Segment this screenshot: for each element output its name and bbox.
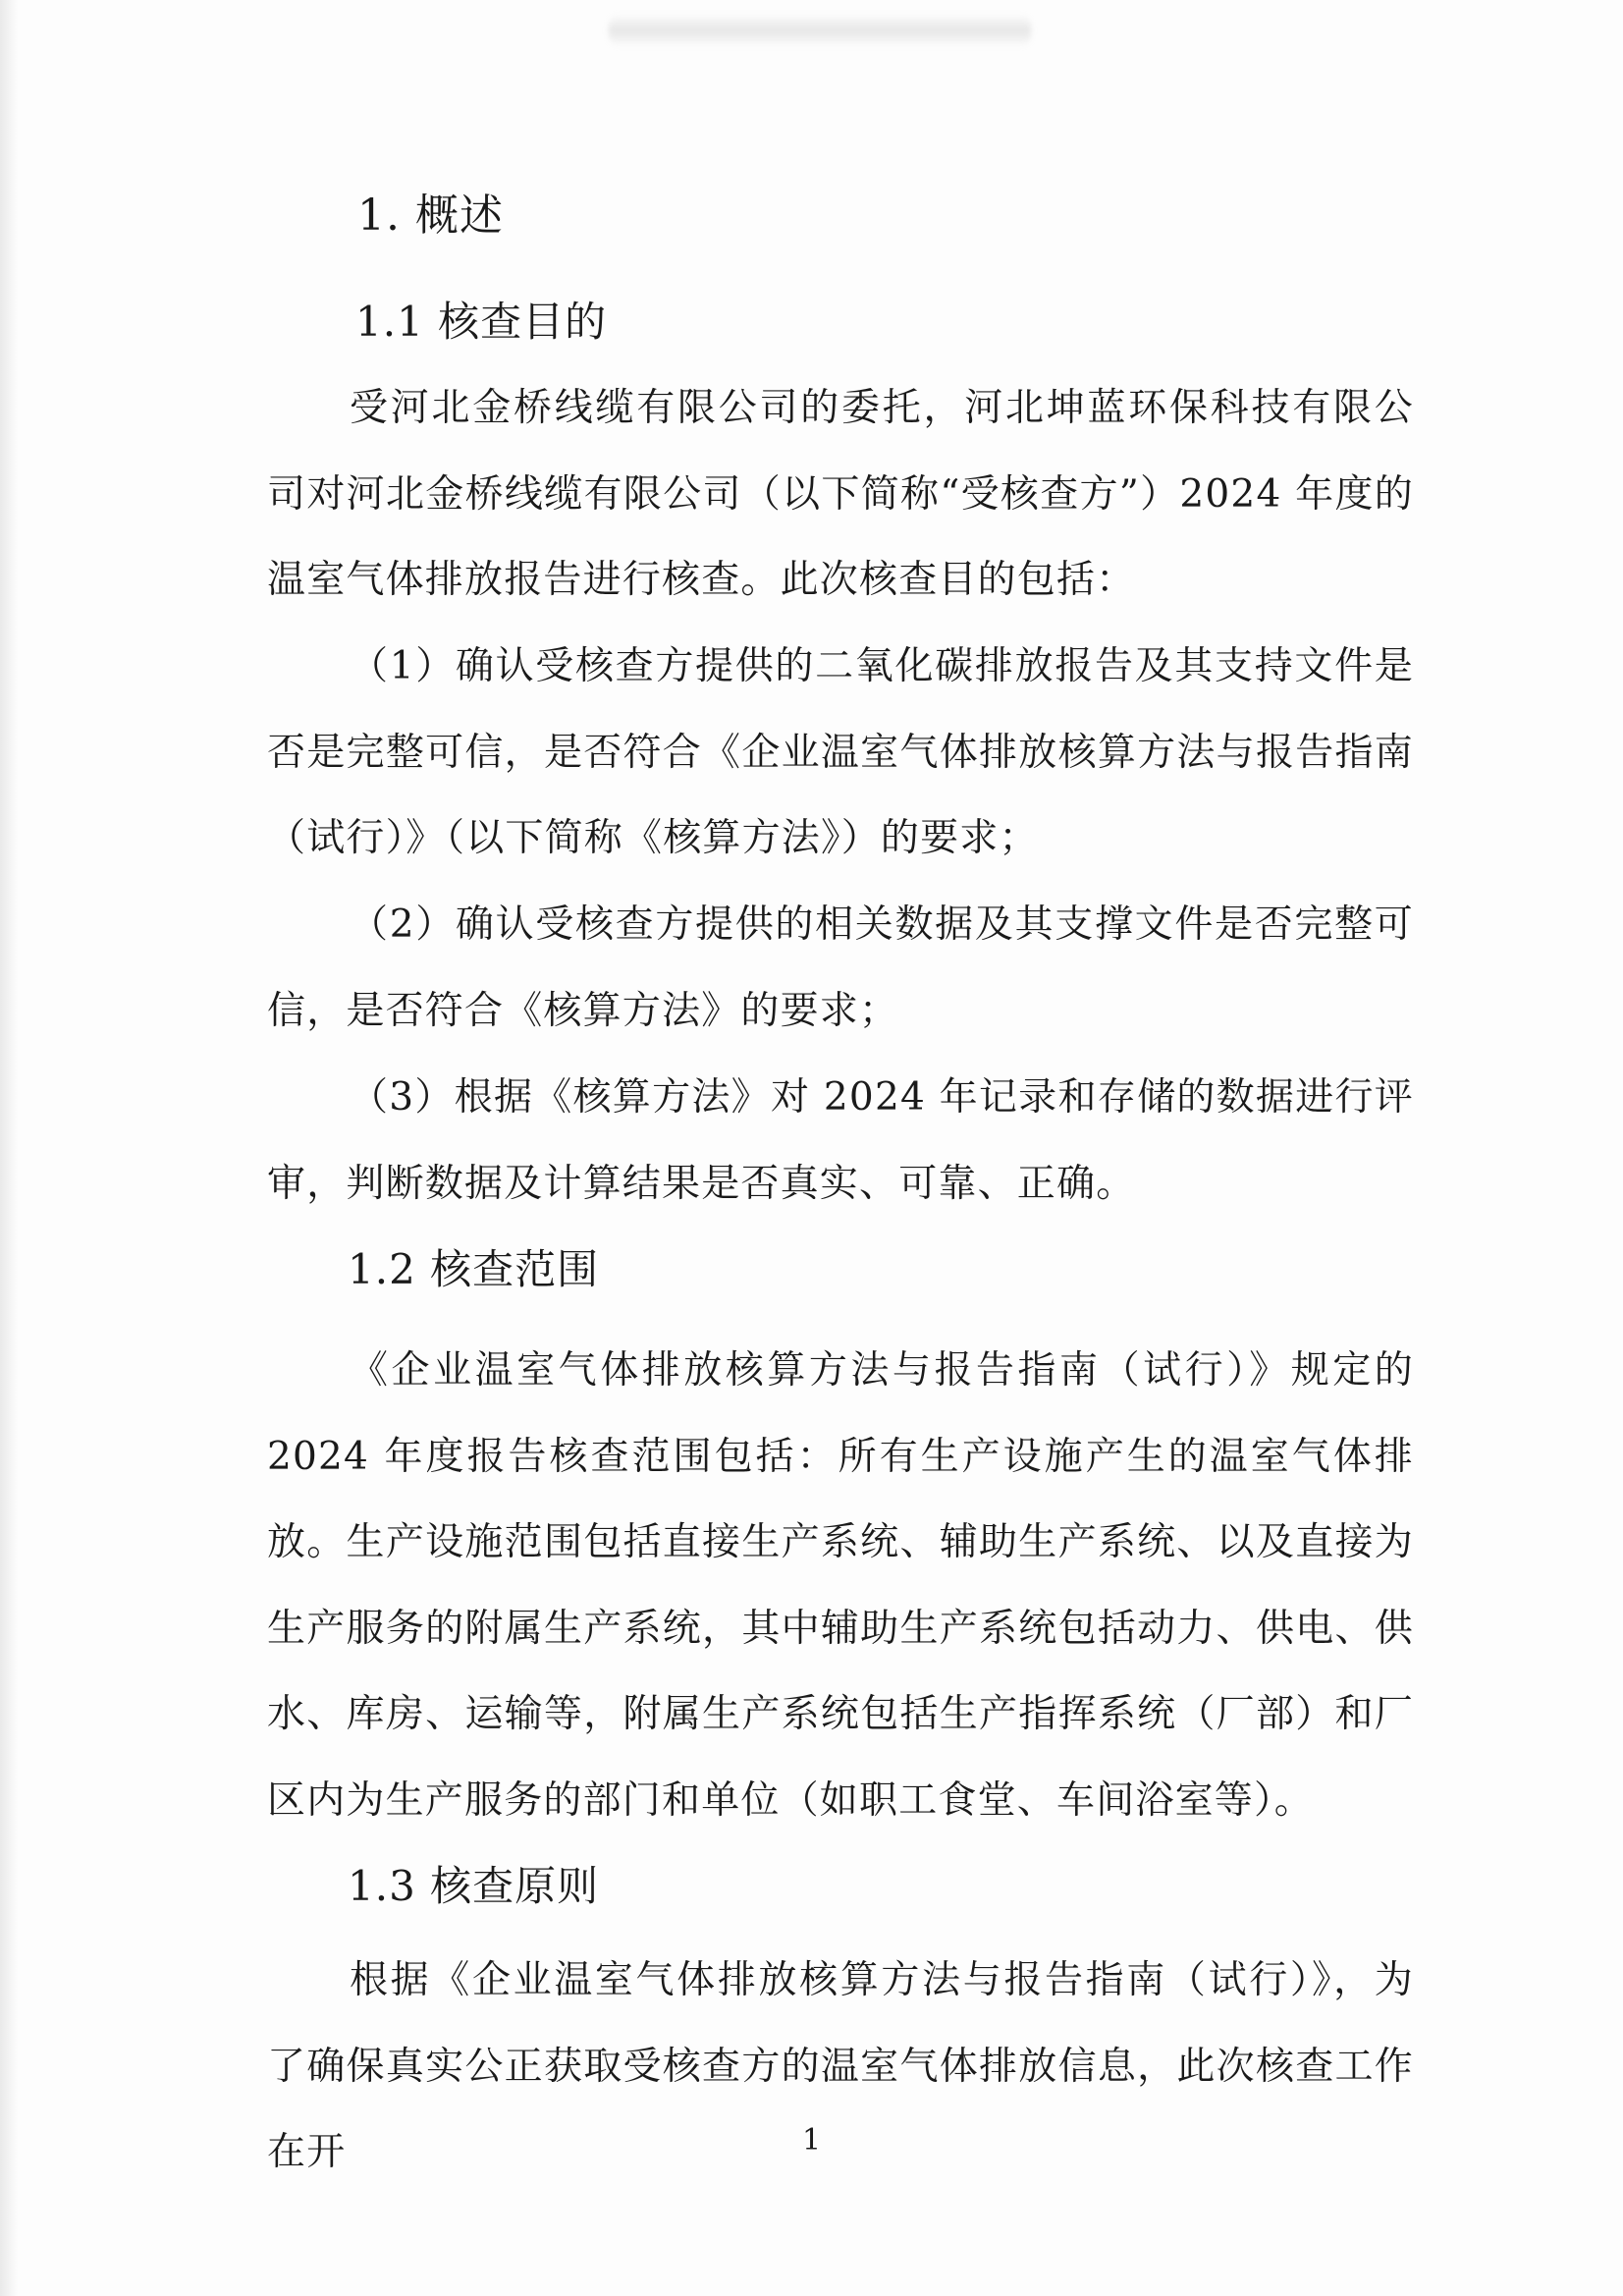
section-1-1-item-1: （1）确认受核查方提供的二氧化碳排放报告及其支持文件是否是完整可信，是否符合《企业温室气体排放核算方法与报告指南（试行）》（以下简称《核算方法》）的要求； bbox=[267, 644, 1414, 860]
section-1-3-body: 根据《企业温室气体排放核算方法与报告指南（试行）》，为了确保真实公正获取受核查方的温室气体排放信息，此次核查工作在开 bbox=[267, 1958, 1414, 2174]
section-1-2-title: 1.2 核查范围 bbox=[348, 1245, 600, 1293]
section-1-title: 1. 概述 bbox=[357, 191, 504, 241]
page-number: 1 bbox=[801, 2123, 822, 2158]
section-1-2-body: 《企业温室气体排放核算方法与报告指南（试行）》规定的 2024 年度报告核查范围包括：所有生产设施产生的温室气体排放。生产设施范围包括直接生产系统、辅助生产系统、以及直接为生产服务的附属生产系统，其中辅助生产系统包括动力、供电、供水、库房、运输等，附属生产系统包括生产指挥系统（厂部）和厂区内为生产服务的部门和单位（如职工食堂、车间浴室等）。 bbox=[267, 1348, 1414, 1823]
section-1-1-title: 1.1 核查目的 bbox=[355, 298, 608, 346]
section-1-3-title: 1.3 核查原则 bbox=[348, 1862, 600, 1910]
blurred-header bbox=[609, 14, 1031, 47]
section-1-1-intro: 受河北金桥线缆有限公司的委托，河北坤蓝环保科技有限公司对河北金桥线缆有限公司（以下简称“受核查方”）2024 年度的温室气体排放报告进行核查。此次核查目的包括： bbox=[267, 386, 1414, 602]
section-1-1-item-2: （2）确认受核查方提供的相关数据及其支撑文件是否完整可信，是否符合《核算方法》的要求； bbox=[267, 902, 1414, 1033]
section-1-1-item-3: （3）根据《核算方法》对 2024 年记录和存储的数据进行评审，判断数据及计算结果是否真实、可靠、正确。 bbox=[267, 1075, 1414, 1206]
scan-shadow-edge bbox=[0, 0, 18, 2296]
